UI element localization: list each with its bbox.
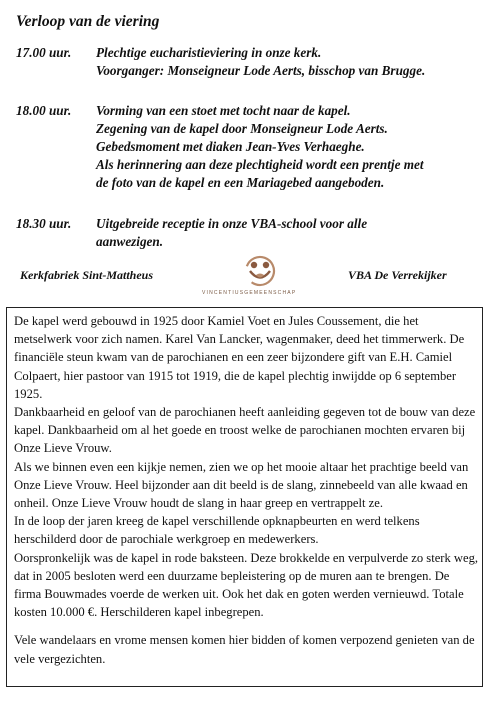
schedule-line: Plechtige eucharistieviering in onze kerk. [96,45,322,60]
history-paragraph: Dankbaarheid en geloof van de parochianen heeft aanleiding gegeven tot de bouw van deze kapel. Dankbaarheid om al het goede en troost welke de parochianen mochten ervaren bij Onze Lieve Vrouw. [14,405,476,456]
schedule-time: 17.00 uur. [16,45,72,60]
schedule-item-1700 [16,44,486,80]
organizer-right: VBA De Verrekijker [348,268,447,282]
logo-emblem-icon [242,254,278,289]
organizer-left: Kerkfabriek Sint-Mattheus [20,268,154,282]
logo-caption: VINCENTIUSGEMEENSCHAP [202,290,297,296]
schedule-line: Uitgebreide receptie in onze VBA-school voor alle [96,216,368,231]
schedule-line: Als herinnering aan deze plechtigheid wordt een prentje met [96,157,424,172]
history-paragraph: De kapel werd gebouwd in 1925 door Kamiel Voet en Jules Coussement, die het metselwerk voor zich namen. Karel Van Lancker, wagenmaker, deed het timmerwerk. De financiële steun kwam van de parochianen en een zeer bijzondere gift van E.H. Camiel Colpaert, hier pastoor van 1915 tot 1919, die de kapel plechtig inwijdde op 6 september 1925. [14,314,465,401]
schedule-line: Zegening van de kapel door Monseigneur Lode Aerts. [96,121,388,136]
history-paragraph: Oorspronkelijk was de kapel in rode baksteen. Deze brokkelde en verpulverde zo sterk weg, dat in 2005 besloten werd een duurzame bepleistering op de muren aan te brengen. De firma Bouwmades voerde de werken uit. Ook het dak en goten werden vernieuwd. Totale kosten 10.000 €. Herschilderen kapel inbegrepen. [14,550,479,620]
schedule-line: Gebedsmoment met diaken Jean-Yves Verhaeghe. [96,139,365,154]
history-paragraph: Vele wandelaars en vrome mensen komen hier bidden of komen verpozend genieten van de vele vergezichten. [14,633,475,666]
history-paragraph: In de loop der jaren kreeg de kapel verschillende opknapbeurten en werd telkens herschilderd door de parochiale werkgroep en medewerkers. [14,514,420,547]
schedule-line: Voorganger: Monseigneur Lode Aerts, bisschop van Brugge. [96,63,426,78]
history-paragraph: Als we binnen even een kijkje nemen, zien we op het mooie altaar het prachtige beeld van Onze Lieve Vrouw. Heel bijzonder aan dit beeld is de slang, zinnebeeld van alle kwaad en onheil. Onze Lieve Vrouw houdt de slang in haar greep en vertrappelt ze. [14,459,469,511]
schedule-item-1800 [16,102,486,192]
schedule-line: de foto van de kapel en een Mariagebed aangeboden. [96,175,385,190]
schedule-line: aanwezigen. [96,234,164,249]
schedule-item-1830 [16,215,486,251]
page-heading: Verloop van de viering [16,13,160,30]
schedule-line: Vorming van een stoet met tocht naar de kapel. [96,103,351,118]
schedule-time: 18.00 uur. [16,103,72,118]
history-text [14,312,479,668]
schedule-time: 18.30 uur. [16,216,72,231]
